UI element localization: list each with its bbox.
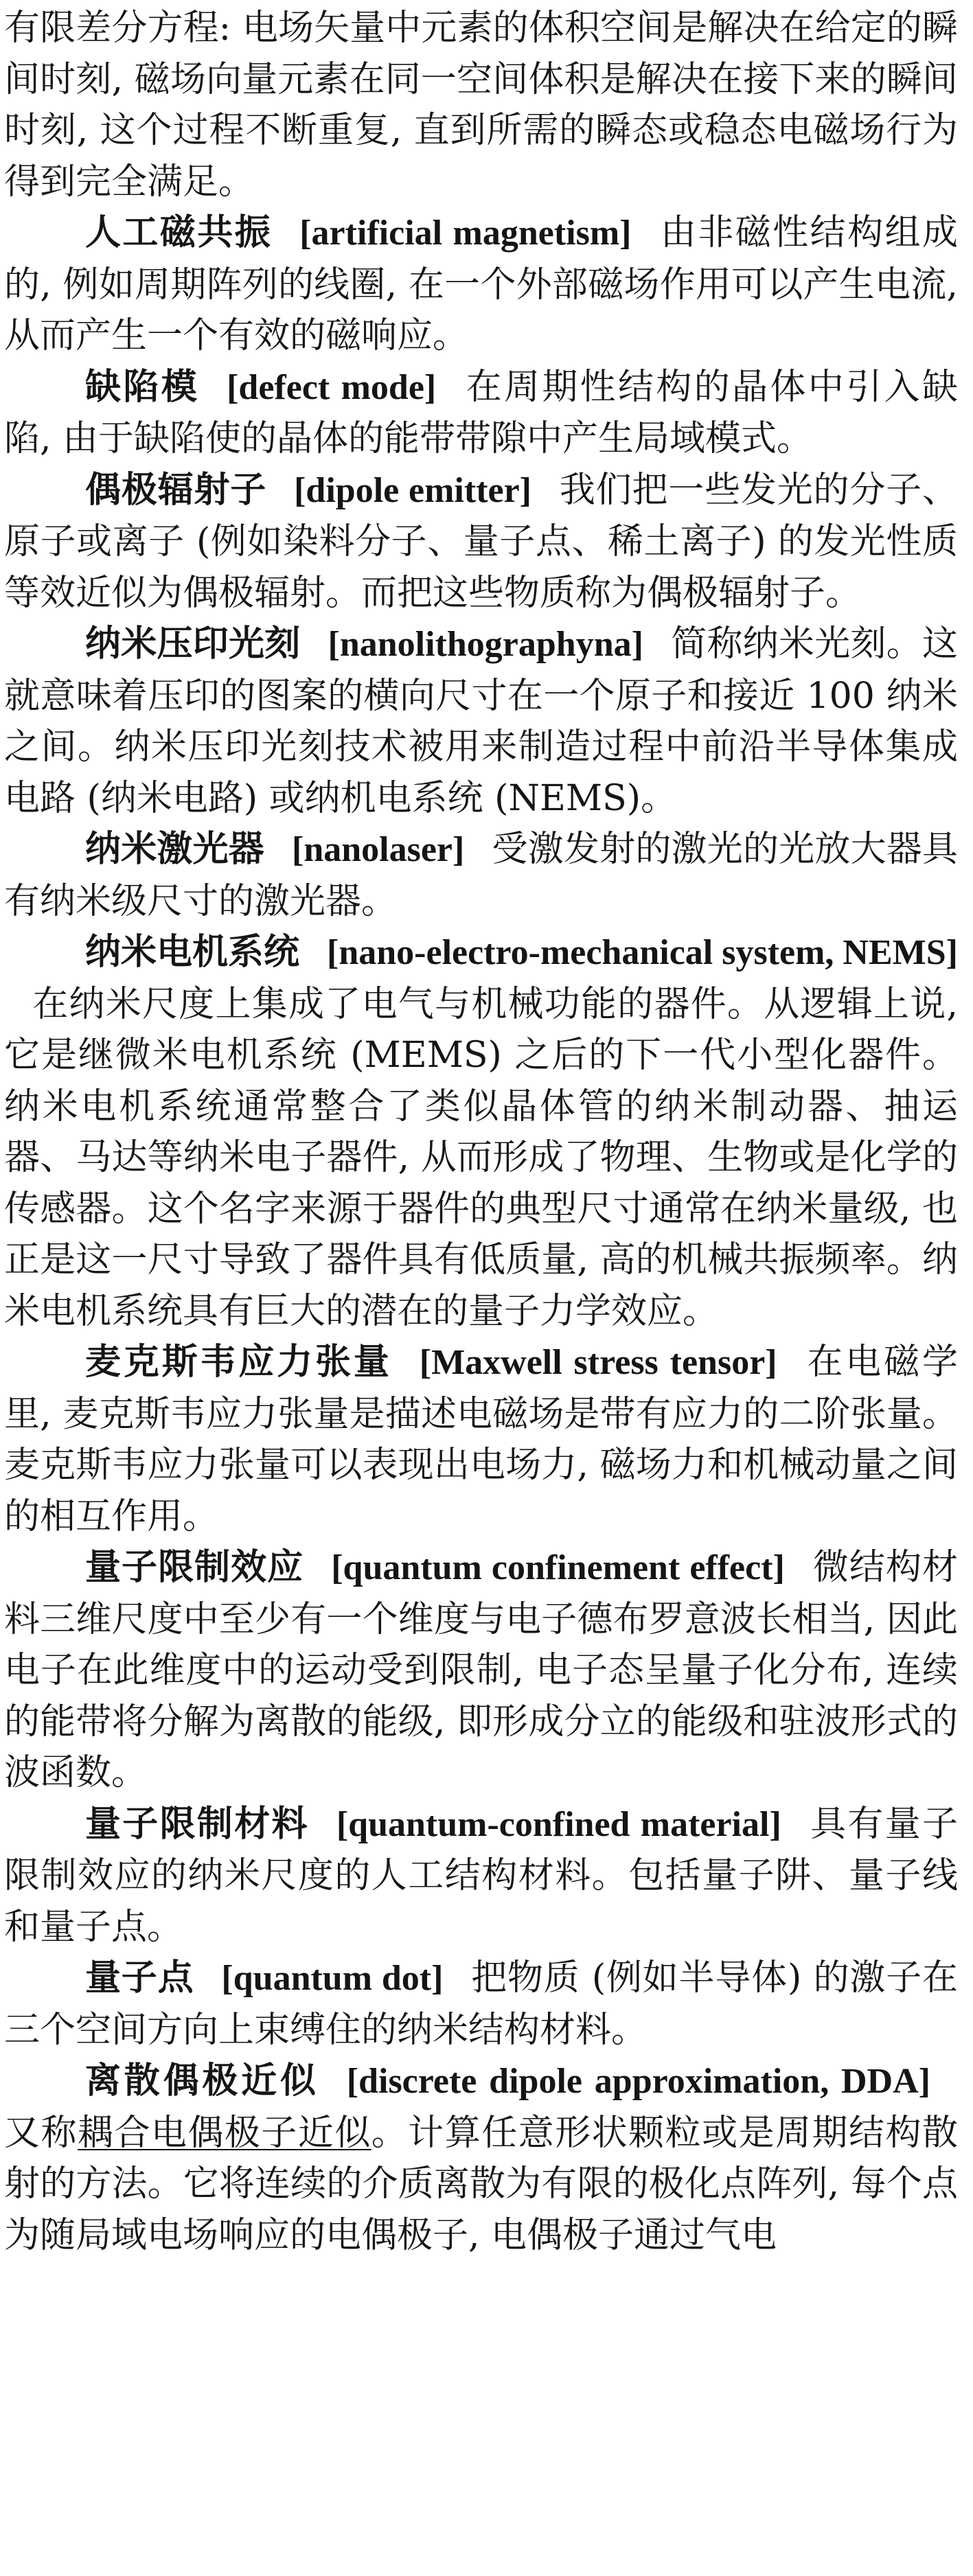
entry-english: [nanolaser] (292, 830, 465, 869)
glossary-entry (4, 1542, 958, 1799)
entry-definition: 在周期性结构的晶体中引入缺陷, 由于缺陷使的晶体的能带带隙中产生局域模式。 (4, 366, 958, 459)
glossary-entry (4, 1799, 958, 1953)
entry-term: 麦克斯韦应力张量 (85, 1342, 392, 1383)
entry-definition: 把物质 (例如半导体) 的激子在三个空间方向上束缚住的纳米结构材料。 (4, 1957, 958, 2051)
glossary-entry (4, 1953, 958, 2056)
glossary-entry (4, 619, 958, 824)
entry-prefix: 又称 (4, 2112, 78, 2154)
entry-term: 纳米压印光刻 (85, 623, 301, 665)
glossary-entry (4, 927, 958, 1337)
glossary-entry (4, 362, 958, 465)
entry-definition: 具有量子限制效应的纳米尺度的人工结构材料。包括量子阱、量子线和量子点。 (4, 1803, 958, 1948)
glossary-entry (4, 465, 958, 619)
entry-term: 缺陷模 (85, 366, 200, 408)
glossary-entries (4, 207, 958, 2056)
entry-definition: 我们把一些发光的分子、原子或离子 (例如染料分子、量子点、稀土离子) 的发光性质等效近似为偶极辐射。而把这些物质称为偶极辐射子。 (4, 469, 958, 614)
cross-reference-link[interactable]: 耦合电偶极子近似 (77, 2112, 371, 2154)
entry-term: 量子限制效应 (85, 1547, 304, 1588)
entry-definition: 微结构材料三维尺度中至少有一个维度与电子德布罗意波长相当, 因此电子在此维度中的运动受到限制, 电子态呈量子化分布, 连续的能带将分解为离散的能级, 即形成分立的能级和驻波形式的波函数。 (4, 1547, 958, 1793)
entry-english: [quantum dot] (221, 1959, 444, 1998)
entry-definition: 。计算任意形状颗粒或是周期结构散射的方法。它将连续的介质离散为有限的极化点阵列, 每个点为随局域电场响应的电偶极子, 电偶极子通过气电 (4, 2112, 958, 2256)
entry-term: 人工磁共振 (85, 212, 273, 253)
glossary-entry (4, 207, 958, 362)
entry-english: [nanolithographyna] (328, 625, 643, 664)
entry-definition: 在纳米尺度上集成了电气与机械功能的器件。从逻辑上说, 它是继微米电机系统 (MEMS) 之后的下一代小型化器件。纳米电机系统通常整合了类似晶体管的纳米制动器、抽运器、马达等纳米电子器件, 从而形成了物理、生物或是化学的传感器。这个名字来源于器件的典型尺寸通常在纳米量级, 也正是这一尺寸导致了器件具有低质量, 高的机械共振频率。纳米电机系统具有巨大的潜在的量子力学效应。 (4, 983, 958, 1332)
entry-definition: 在电磁学里, 麦克斯韦应力张量是描述电磁场是带有应力的二阶张量。麦克斯韦应力张量可以表现出电场力, 磁场力和机械动量之间的相互作用。 (4, 1342, 958, 1537)
entry-definition: 由非磁性结构组成的, 例如周期阵列的线圈, 在一个外部磁场作用可以产生电流, 从而产生一个有效的磁响应。 (4, 212, 958, 356)
entry-english: [quantum-confined material] (336, 1804, 781, 1844)
entry-english: [artificial magnetism] (299, 214, 632, 253)
entry-term: 量子限制材料 (85, 1803, 309, 1845)
entry-english: [Maxwell stress tensor] (419, 1343, 777, 1382)
glossary-entry (4, 824, 958, 927)
entry-term: 纳米电机系统 (85, 932, 300, 973)
entry-term: 偶极辐射子 (85, 469, 267, 511)
entry-term: 纳米激光器 (85, 829, 265, 870)
glossary-entry-dda (4, 2056, 958, 2261)
glossary-entry (4, 1337, 958, 1542)
entry-definition: 受激发射的激光的光放大器具有纳米级尺寸的激光器。 (4, 829, 958, 922)
entry-term: 离散偶极近似 (85, 2060, 319, 2102)
entry-term: 量子点 (85, 1957, 194, 1999)
intro-paragraph: 有限差分方程: 电场矢量中元素的体积空间是解决在给定的瞬间时刻, 磁场向量元素在同一空间体积是解决在接下来的瞬间时刻, 这个过程不断重复, 直到所需的瞬态或稳态电磁场行为得到完全满足。 (4, 8, 958, 203)
entry-definition: 简称纳米光刻。这就意味着压印的图案的横向尺寸在一个原子和接近 100 纳米之间。纳米压印光刻技术被用来制造过程中前沿半导体集成电路 (纳米电路) 或纳机电系统 (NEMS)。 (4, 623, 958, 819)
entry-english: [discrete dipole approximation, DDA] (346, 2062, 930, 2101)
entry-english: [defect mode] (227, 367, 437, 407)
entry-english: [dipole emitter] (294, 470, 531, 510)
entry-english: [quantum confinement effect] (331, 1548, 785, 1587)
entry-english: [nano-electro-mechanical system, NEMS] (327, 933, 958, 972)
